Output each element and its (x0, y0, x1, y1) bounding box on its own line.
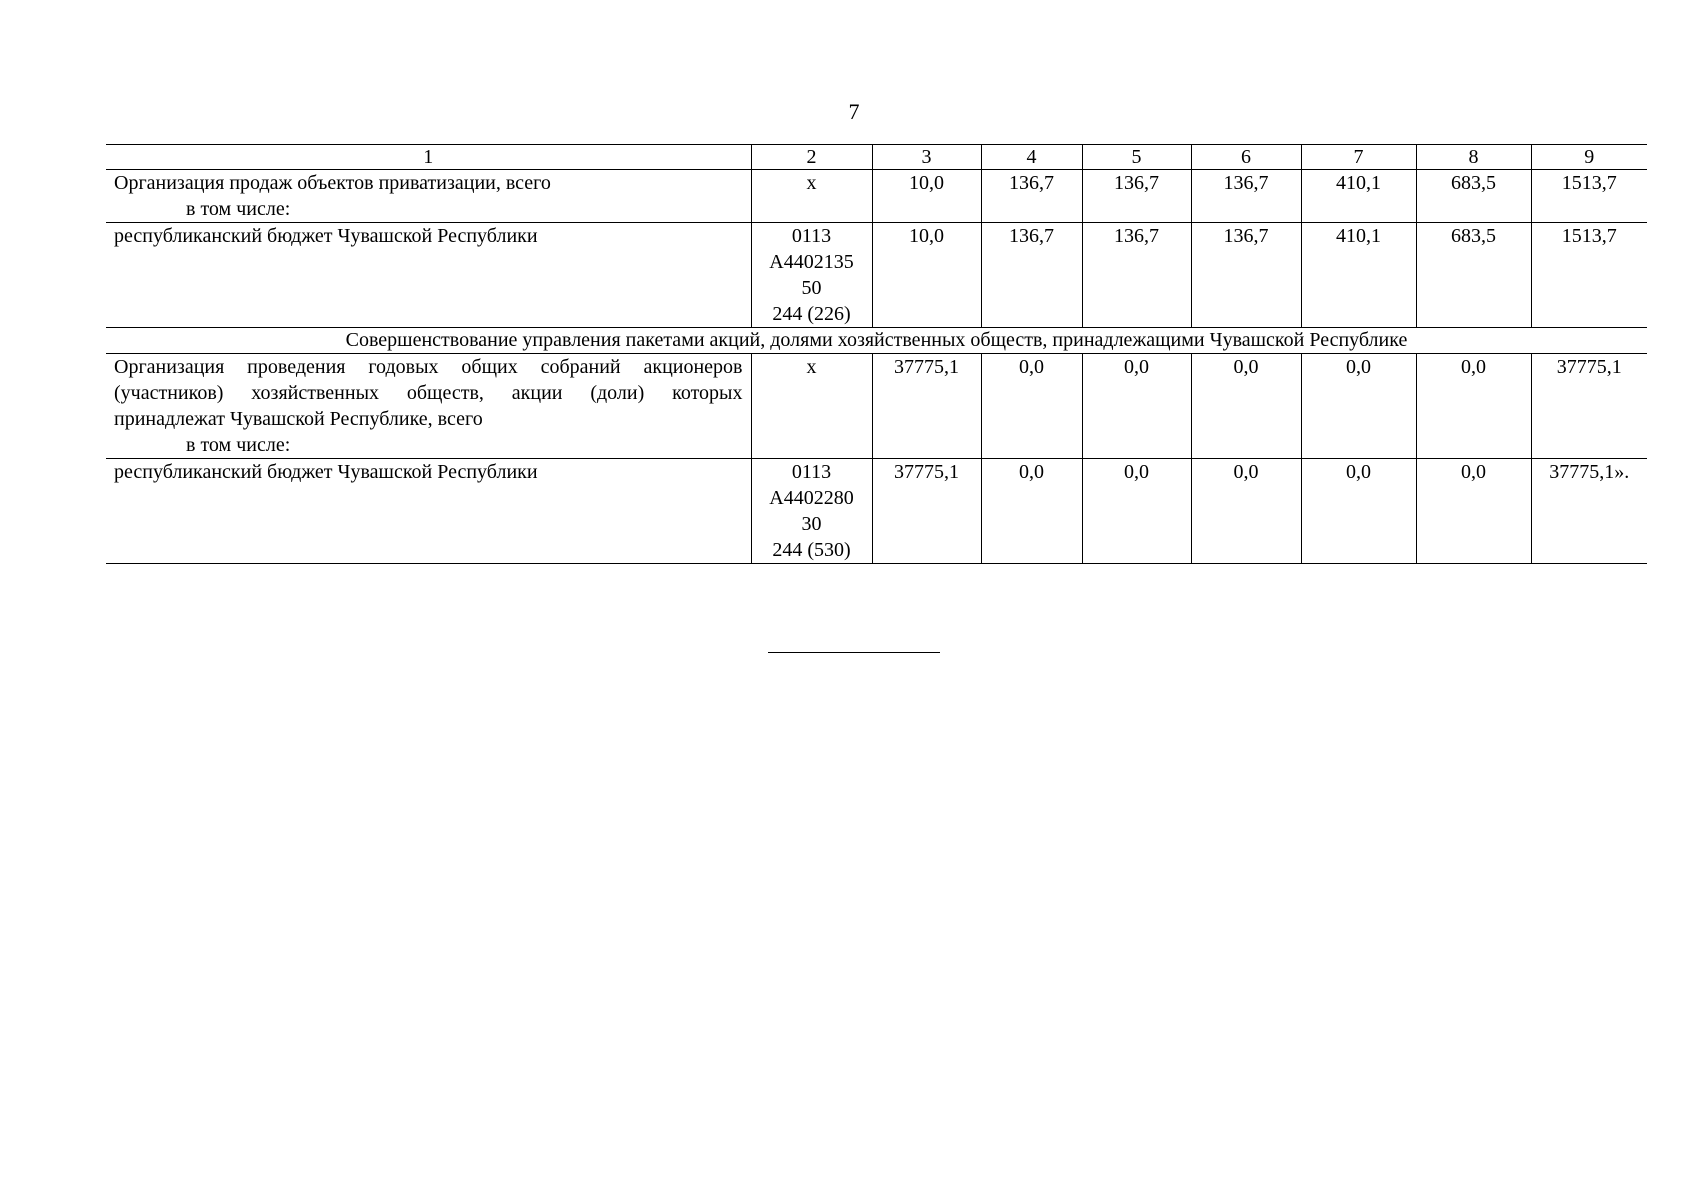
column-header: 7 (1301, 145, 1416, 170)
code-line: 244 (530) (772, 539, 851, 561)
code-cell: x (751, 170, 872, 223)
value-cell: 10,0 (872, 223, 981, 328)
row-label-cell (106, 170, 751, 223)
page-number: 7 (848, 99, 860, 124)
row-sublabel: в том числе: (186, 434, 291, 456)
value-cell: 683,5 (1416, 170, 1531, 223)
value-cell: 0,0 (1301, 354, 1416, 459)
code-line: А4402135 (769, 251, 854, 273)
table-row (106, 170, 1647, 223)
row-label-cell (106, 354, 751, 459)
value-cell: 0,0 (981, 459, 1082, 564)
section-row (106, 328, 1647, 354)
value-cell: 0,0 (1416, 459, 1531, 564)
section-title: Совершенствование управления пакетами акций, долями хозяйственных обществ, принадлежащими Чувашской Республике (106, 328, 1647, 354)
code-line: 30 (801, 513, 822, 535)
value-cell: 136,7 (1082, 223, 1191, 328)
row-label: республиканский бюджет Чувашской Республики (114, 225, 538, 247)
value-cell: 0,0 (981, 354, 1082, 459)
budget-table (106, 144, 1647, 564)
value-cell: 136,7 (1191, 223, 1301, 328)
column-header: 3 (872, 145, 981, 170)
value-cell: 410,1 (1301, 170, 1416, 223)
column-header: 4 (981, 145, 1082, 170)
column-header: 8 (1416, 145, 1531, 170)
code-line: 0113 (791, 225, 832, 247)
value-cell: 37775,1 (1531, 354, 1647, 459)
value-cell: 136,7 (981, 223, 1082, 328)
value-cell: 410,1 (1301, 223, 1416, 328)
value-cell: 37775,1 (872, 459, 981, 564)
column-header: 1 (106, 145, 751, 170)
code-cell (751, 459, 872, 564)
bottom-separator-line (768, 652, 940, 653)
row-label-cell (106, 223, 751, 328)
table-header-row (106, 145, 1647, 170)
column-header: 5 (1082, 145, 1191, 170)
row-sublabel: в том числе: (186, 198, 291, 220)
value-cell: 136,7 (981, 170, 1082, 223)
value-cell: 0,0 (1191, 354, 1301, 459)
value-cell: 37775,1». (1531, 459, 1647, 564)
value-cell: 0,0 (1301, 459, 1416, 564)
code-line: 244 (226) (772, 303, 851, 325)
code-cell: x (751, 354, 872, 459)
value-cell: 1513,7 (1531, 223, 1647, 328)
code-line: 50 (801, 277, 822, 299)
value-cell: 0,0 (1191, 459, 1301, 564)
value-cell: 0,0 (1416, 354, 1531, 459)
column-header: 9 (1531, 145, 1647, 170)
value-cell: 10,0 (872, 170, 981, 223)
table-row (106, 223, 1647, 328)
column-header: 2 (751, 145, 872, 170)
table-row (106, 459, 1647, 564)
row-label-cell (106, 459, 751, 564)
value-cell: 0,0 (1082, 354, 1191, 459)
column-header: 6 (1191, 145, 1301, 170)
value-cell: 683,5 (1416, 223, 1531, 328)
value-cell: 136,7 (1082, 170, 1191, 223)
code-line: А4402280 (769, 487, 854, 509)
row-label: Организация проведения годовых общих собраний акционеров (участников) хозяйственных обществ, акции (доли) которых принадлежат Чувашской Республике, всего (114, 356, 743, 430)
code-line: 0113 (791, 461, 832, 483)
value-cell: 0,0 (1082, 459, 1191, 564)
table-row (106, 354, 1647, 459)
code-cell (751, 223, 872, 328)
row-label: Организация продаж объектов приватизации, всего (114, 172, 551, 194)
row-label: республиканский бюджет Чувашской Республики (114, 461, 538, 483)
value-cell: 136,7 (1191, 170, 1301, 223)
value-cell: 37775,1 (872, 354, 981, 459)
value-cell: 1513,7 (1531, 170, 1647, 223)
